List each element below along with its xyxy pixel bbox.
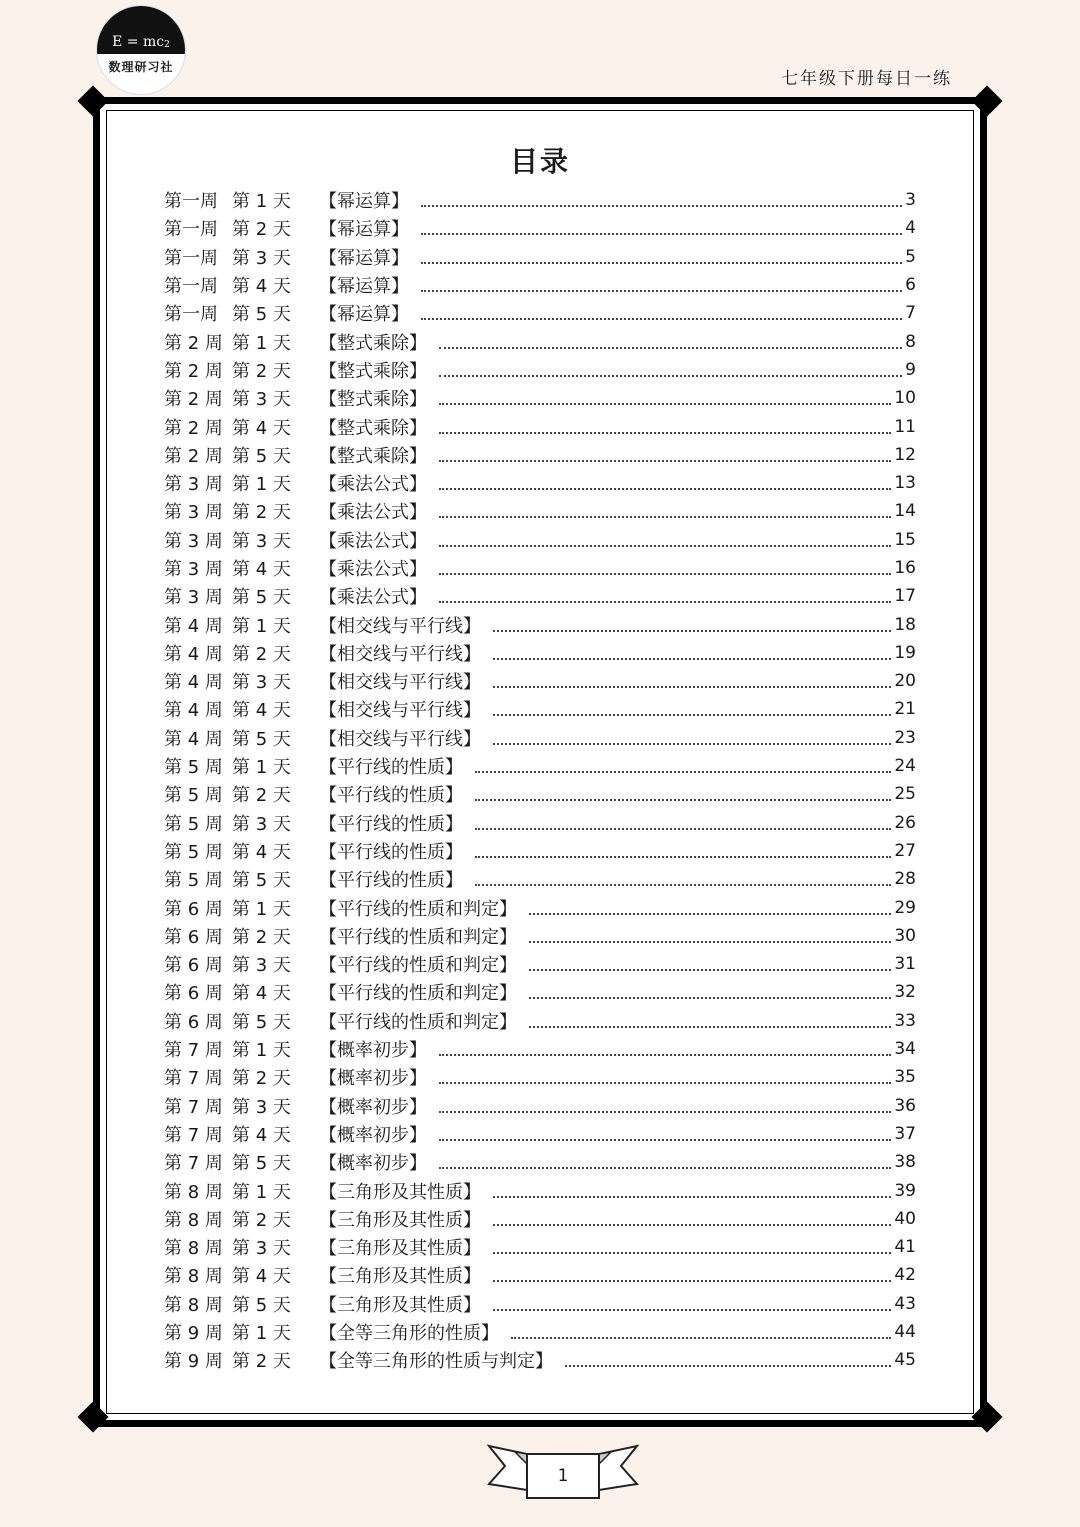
- toc-week: 第 9 周: [164, 1323, 223, 1345]
- toc-week: 第 7 周: [164, 1068, 223, 1090]
- toc-day: 第 2 天: [232, 643, 291, 665]
- toc-dot-leader: [493, 1224, 891, 1226]
- toc-page-number: 8: [905, 331, 916, 352]
- toc-week: 第 4 周: [164, 672, 223, 694]
- toc-week: 第 3 周: [164, 502, 223, 524]
- toc-week: 第 6 周: [164, 926, 223, 948]
- toc-day: 第 5 天: [232, 1294, 291, 1316]
- toc-week: 第 3 周: [164, 474, 223, 496]
- toc-entry[interactable]: [164, 356, 916, 384]
- toc-page-number: 33: [894, 1010, 916, 1031]
- toc-page-number: 4: [905, 218, 916, 239]
- toc-topic: 【相交线与平行线】: [319, 615, 481, 637]
- toc-dot-leader: [475, 771, 891, 773]
- toc-week: 第 7 周: [164, 1124, 223, 1146]
- toc-topic: 【乘法公式】: [319, 502, 427, 524]
- toc-entry[interactable]: [164, 271, 916, 299]
- toc-topic: 【平行线的性质】: [319, 870, 463, 892]
- toc-dot-leader: [439, 1139, 891, 1141]
- toc-page-number: 20: [894, 671, 916, 692]
- toc-day: 第 4 天: [232, 700, 291, 722]
- header-subtitle: 七年级下册每日一练: [781, 69, 952, 89]
- toc-dot-leader: [439, 1111, 891, 1113]
- toc-week: 第 6 周: [164, 955, 223, 977]
- toc-entry[interactable]: [164, 299, 916, 327]
- toc-entry[interactable]: [164, 667, 916, 695]
- toc-dot-leader: [511, 1337, 891, 1339]
- toc-page-number: 10: [894, 388, 916, 409]
- toc-week: 第 3 周: [164, 587, 223, 609]
- toc-entry[interactable]: [164, 1261, 916, 1289]
- toc-dot-leader: [493, 686, 891, 688]
- toc-entry[interactable]: [164, 243, 916, 271]
- toc-topic: 【概率初步】: [319, 1040, 427, 1062]
- toc-day: 第 1 天: [232, 1040, 291, 1062]
- toc-entry[interactable]: [164, 526, 916, 554]
- toc-day: 第 1 天: [232, 474, 291, 496]
- toc-dot-leader: [493, 1280, 891, 1282]
- toc-page-number: 16: [894, 558, 916, 578]
- toc-page-number: 41: [894, 1237, 916, 1258]
- toc-entry[interactable]: [164, 724, 916, 752]
- toc-week: 第 8 周: [164, 1294, 223, 1316]
- toc-entry[interactable]: [164, 554, 916, 582]
- toc-topic: 【三角形及其性质】: [319, 1209, 481, 1231]
- toc-page-number: 7: [905, 303, 916, 324]
- toc-dot-leader: [439, 573, 891, 575]
- toc-page-number: 38: [894, 1152, 916, 1173]
- toc-week: 第 8 周: [164, 1238, 223, 1260]
- toc-dot-leader: [439, 460, 891, 462]
- toc-topic: 【平行线的性质和判定】: [319, 898, 517, 920]
- toc-day: 第 2 天: [232, 1068, 291, 1090]
- toc-topic: 【概率初步】: [319, 1096, 427, 1118]
- toc-day: 第 5 天: [232, 304, 291, 326]
- toc-dot-leader: [475, 856, 891, 858]
- toc-page-number: 15: [894, 529, 916, 550]
- toc-topic: 【平行线的性质和判定】: [319, 983, 517, 1005]
- toc-topic: 【平行线的性质】: [319, 841, 463, 863]
- toc-topic: 【三角形及其性质】: [319, 1294, 481, 1316]
- toc-week: 第 8 周: [164, 1209, 223, 1231]
- toc-page-number: 37: [894, 1123, 916, 1144]
- toc-day: 第 5 天: [232, 587, 291, 609]
- toc-day: 第 3 天: [232, 530, 291, 552]
- toc-topic: 【整式乘除】: [319, 360, 427, 382]
- toc-page-number: 45: [894, 1350, 916, 1371]
- toc-topic: 【三角形及其性质】: [319, 1181, 481, 1203]
- toc-topic: 【乘法公式】: [319, 587, 427, 609]
- toc-day: 第 4 天: [232, 983, 291, 1005]
- toc-day: 第 3 天: [232, 672, 291, 694]
- toc-dot-leader: [493, 743, 891, 745]
- toc-dot-leader: [475, 828, 891, 830]
- toc-topic: 【全等三角形的性质与判定】: [319, 1351, 553, 1373]
- toc-topic: 【整式乘除】: [319, 332, 427, 354]
- toc-dot-leader: [493, 1196, 891, 1198]
- toc-day: 第 2 天: [232, 360, 291, 382]
- toc-topic: 【平行线的性质和判定】: [319, 926, 517, 948]
- toc-week: 第 3 周: [164, 530, 223, 552]
- toc-day: 第 5 天: [232, 1153, 291, 1175]
- toc-day: 第 4 天: [232, 1266, 291, 1288]
- toc-page-number: 29: [894, 897, 916, 918]
- toc-entry[interactable]: [164, 384, 916, 412]
- page-number: 1: [557, 1466, 569, 1486]
- toc-dot-leader: [439, 375, 902, 377]
- toc-dot-leader: [421, 262, 902, 264]
- toc-entry[interactable]: [164, 582, 916, 610]
- toc-dot-leader: [475, 799, 891, 801]
- toc-entry[interactable]: [164, 327, 916, 355]
- toc-page-number: 28: [894, 869, 916, 890]
- toc-week: 第 6 周: [164, 1011, 223, 1033]
- toc-page-number: 9: [905, 359, 916, 380]
- toc-entry[interactable]: [164, 497, 916, 525]
- toc-entry[interactable]: [164, 412, 916, 440]
- toc-page-number: 25: [894, 784, 916, 805]
- toc-entry[interactable]: [164, 780, 916, 808]
- toc-topic: 【平行线的性质和判定】: [319, 955, 517, 977]
- toc-entry[interactable]: [164, 893, 916, 921]
- toc-dot-leader: [439, 488, 891, 490]
- toc-week: 第 7 周: [164, 1096, 223, 1118]
- toc-dot-leader: [493, 658, 891, 660]
- logo-name: 数理研习社: [108, 60, 174, 74]
- toc-week: 第一周: [164, 247, 218, 269]
- toc-page-number: 23: [894, 727, 916, 748]
- toc-page-number: 18: [894, 614, 916, 635]
- toc-page-number: 30: [894, 925, 916, 946]
- toc-entry[interactable]: [164, 610, 916, 638]
- toc-entry[interactable]: [164, 922, 916, 950]
- toc-week: 第 4 周: [164, 700, 223, 722]
- toc-entry[interactable]: [164, 186, 916, 214]
- toc-day: 第 2 天: [232, 785, 291, 807]
- toc-page-number: 40: [894, 1208, 916, 1229]
- toc-dot-leader: [475, 884, 891, 886]
- toc-week: 第 6 周: [164, 983, 223, 1005]
- toc-topic: 【平行线的性质】: [319, 757, 463, 779]
- toc-topic: 【概率初步】: [319, 1153, 427, 1175]
- toc-week: 第一周: [164, 219, 218, 241]
- toc-day: 第 3 天: [232, 1238, 291, 1260]
- toc-entry[interactable]: [164, 1120, 916, 1148]
- toc-page-number: 32: [894, 982, 916, 1003]
- toc-week: 第 7 周: [164, 1040, 223, 1062]
- toc-week: 第 2 周: [164, 389, 223, 411]
- page-title: 目录: [509, 145, 570, 178]
- toc-dot-leader: [529, 997, 891, 999]
- toc-day: 第 3 天: [232, 247, 291, 269]
- toc-week: 第一周: [164, 191, 218, 213]
- toc-week: 第 5 周: [164, 757, 223, 779]
- toc-dot-leader: [493, 1252, 891, 1254]
- toc-day: 第 2 天: [232, 1209, 291, 1231]
- logo-formula-sup: 2: [164, 40, 170, 50]
- toc-dot-leader: [529, 969, 891, 971]
- toc-topic: 【幂运算】: [319, 191, 409, 213]
- toc-page-number: 3: [905, 190, 916, 211]
- toc-day: 第 3 天: [232, 955, 291, 977]
- toc-day: 第 2 天: [232, 1351, 291, 1373]
- toc-week: 第 5 周: [164, 813, 223, 835]
- toc-day: 第 1 天: [232, 898, 291, 920]
- toc-entry[interactable]: [164, 1007, 916, 1035]
- toc-topic: 【整式乘除】: [319, 445, 427, 467]
- toc-topic: 【幂运算】: [319, 247, 409, 269]
- toc-week: 第 4 周: [164, 728, 223, 750]
- toc-dot-leader: [439, 403, 891, 405]
- toc-day: 第 2 天: [232, 502, 291, 524]
- toc-dot-leader: [529, 941, 891, 943]
- toc-entry[interactable]: [164, 441, 916, 469]
- toc-dot-leader: [439, 545, 891, 547]
- toc-topic: 【乘法公式】: [319, 474, 427, 496]
- toc-page-number: 19: [894, 642, 916, 663]
- toc-dot-leader: [439, 601, 891, 603]
- toc-day: 第 1 天: [232, 1323, 291, 1345]
- toc-page-number: 34: [894, 1039, 916, 1060]
- toc-week: 第 8 周: [164, 1181, 223, 1203]
- toc-day: 第 3 天: [232, 389, 291, 411]
- toc-page-number: 42: [894, 1265, 916, 1286]
- toc-dot-leader: [421, 290, 902, 292]
- table-of-contents: [164, 186, 916, 1374]
- toc-entry[interactable]: [164, 950, 916, 978]
- toc-topic: 【全等三角形的性质】: [319, 1323, 499, 1345]
- toc-page-number: 43: [894, 1293, 916, 1314]
- toc-entry[interactable]: [164, 865, 916, 893]
- toc-day: 第 3 天: [232, 813, 291, 835]
- toc-page-number: 44: [894, 1322, 916, 1343]
- toc-dot-leader: [529, 913, 891, 915]
- toc-page-number: 39: [894, 1180, 916, 1201]
- toc-day: 第 1 天: [232, 757, 291, 779]
- toc-day: 第 2 天: [232, 219, 291, 241]
- toc-entry[interactable]: [164, 1233, 916, 1261]
- toc-entry[interactable]: [164, 837, 916, 865]
- toc-week: 第 3 周: [164, 559, 223, 580]
- toc-entry[interactable]: [164, 1035, 916, 1063]
- toc-page-number: 21: [894, 699, 916, 720]
- toc-topic: 【概率初步】: [319, 1068, 427, 1090]
- toc-entry[interactable]: [164, 639, 916, 667]
- toc-topic: 【幂运算】: [319, 219, 409, 241]
- toc-dot-leader: [439, 432, 891, 434]
- toc-topic: 【幂运算】: [319, 304, 409, 326]
- toc-dot-leader: [439, 1082, 891, 1084]
- toc-topic: 【平行线的性质】: [319, 813, 463, 835]
- toc-page-number: 31: [894, 954, 916, 975]
- toc-dot-leader: [421, 205, 902, 207]
- toc-day: 第 4 天: [232, 841, 291, 863]
- toc-dot-leader: [439, 1167, 891, 1169]
- toc-day: 第 1 天: [232, 1181, 291, 1203]
- toc-entry[interactable]: [164, 1176, 916, 1204]
- toc-week: 第 9 周: [164, 1351, 223, 1373]
- toc-topic: 【三角形及其性质】: [319, 1238, 481, 1260]
- toc-week: 第 5 周: [164, 841, 223, 863]
- toc-dot-leader: [421, 233, 902, 235]
- toc-page-number: 35: [894, 1067, 916, 1088]
- toc-day: 第 5 天: [232, 445, 291, 467]
- toc-entry[interactable]: [164, 809, 916, 837]
- toc-entry[interactable]: [164, 1346, 916, 1374]
- toc-topic: 【整式乘除】: [319, 389, 427, 411]
- toc-topic: 【相交线与平行线】: [319, 728, 481, 750]
- toc-topic: 【乘法公式】: [319, 559, 427, 580]
- toc-day: 第 1 天: [232, 191, 291, 213]
- toc-day: 第 4 天: [232, 276, 291, 298]
- toc-entry[interactable]: [164, 1318, 916, 1346]
- toc-page-number: 17: [894, 586, 916, 607]
- toc-entry[interactable]: [164, 695, 916, 723]
- toc-page-number: 6: [905, 275, 916, 296]
- toc-entry[interactable]: [164, 469, 916, 497]
- toc-week: 第 4 周: [164, 615, 223, 637]
- toc-topic: 【三角形及其性质】: [319, 1266, 481, 1288]
- toc-dot-leader: [493, 714, 891, 716]
- toc-week: 第 2 周: [164, 445, 223, 467]
- toc-page-number: 26: [894, 812, 916, 833]
- toc-day: 第 4 天: [232, 559, 291, 580]
- toc-topic: 【平行线的性质和判定】: [319, 1011, 517, 1033]
- toc-dot-leader: [493, 1309, 891, 1311]
- toc-page-number: 12: [894, 444, 916, 465]
- toc-day: 第 3 天: [232, 1096, 291, 1118]
- toc-week: 第一周: [164, 304, 218, 326]
- toc-topic: 【乘法公式】: [319, 530, 427, 552]
- toc-day: 第 5 天: [232, 870, 291, 892]
- toc-entry[interactable]: [164, 1148, 916, 1176]
- toc-day: 第 1 天: [232, 615, 291, 637]
- toc-dot-leader: [565, 1365, 891, 1367]
- toc-entry[interactable]: [164, 1205, 916, 1233]
- toc-day: 第 1 天: [232, 332, 291, 354]
- toc-page-number: 11: [894, 416, 916, 437]
- toc-day: 第 5 天: [232, 728, 291, 750]
- toc-entry[interactable]: [164, 1290, 916, 1318]
- toc-dot-leader: [421, 318, 902, 320]
- toc-topic: 【概率初步】: [319, 1124, 427, 1146]
- toc-week: 第一周: [164, 276, 218, 298]
- toc-week: 第 4 周: [164, 643, 223, 665]
- toc-page-number: 5: [905, 246, 916, 267]
- toc-week: 第 8 周: [164, 1266, 223, 1288]
- toc-topic: 【相交线与平行线】: [319, 643, 481, 665]
- toc-topic: 【整式乘除】: [319, 417, 427, 439]
- toc-topic: 【幂运算】: [319, 276, 409, 298]
- toc-week: 第 2 周: [164, 332, 223, 354]
- toc-day: 第 4 天: [232, 1124, 291, 1146]
- toc-page-number: 36: [894, 1095, 916, 1116]
- toc-week: 第 6 周: [164, 898, 223, 920]
- toc-entry[interactable]: [164, 1063, 916, 1091]
- toc-dot-leader: [439, 1054, 891, 1056]
- toc-page-number: 14: [894, 501, 916, 522]
- toc-dot-leader: [529, 1026, 891, 1028]
- toc-dot-leader: [439, 347, 902, 349]
- toc-week: 第 2 周: [164, 417, 223, 439]
- logo: [97, 6, 185, 94]
- toc-entry[interactable]: [164, 1092, 916, 1120]
- toc-page-number: 13: [894, 473, 916, 494]
- toc-week: 第 7 周: [164, 1153, 223, 1175]
- toc-page-number: 24: [894, 756, 916, 777]
- logo-formula-main: E = mc: [112, 34, 165, 50]
- toc-day: 第 5 天: [232, 1011, 291, 1033]
- toc-page-number: 27: [894, 840, 916, 861]
- toc-week: 第 5 周: [164, 870, 223, 892]
- logo-formula: [97, 6, 185, 54]
- toc-entry[interactable]: [164, 752, 916, 780]
- toc-entry[interactable]: [164, 978, 916, 1006]
- toc-week: 第 2 周: [164, 360, 223, 382]
- toc-topic: 【相交线与平行线】: [319, 672, 481, 694]
- toc-topic: 【平行线的性质】: [319, 785, 463, 807]
- toc-topic: 【相交线与平行线】: [319, 700, 481, 722]
- toc-dot-leader: [493, 630, 891, 632]
- toc-day: 第 2 天: [232, 926, 291, 948]
- toc-day: 第 4 天: [232, 417, 291, 439]
- toc-dot-leader: [439, 516, 891, 518]
- toc-week: 第 5 周: [164, 785, 223, 807]
- toc-entry[interactable]: [164, 214, 916, 242]
